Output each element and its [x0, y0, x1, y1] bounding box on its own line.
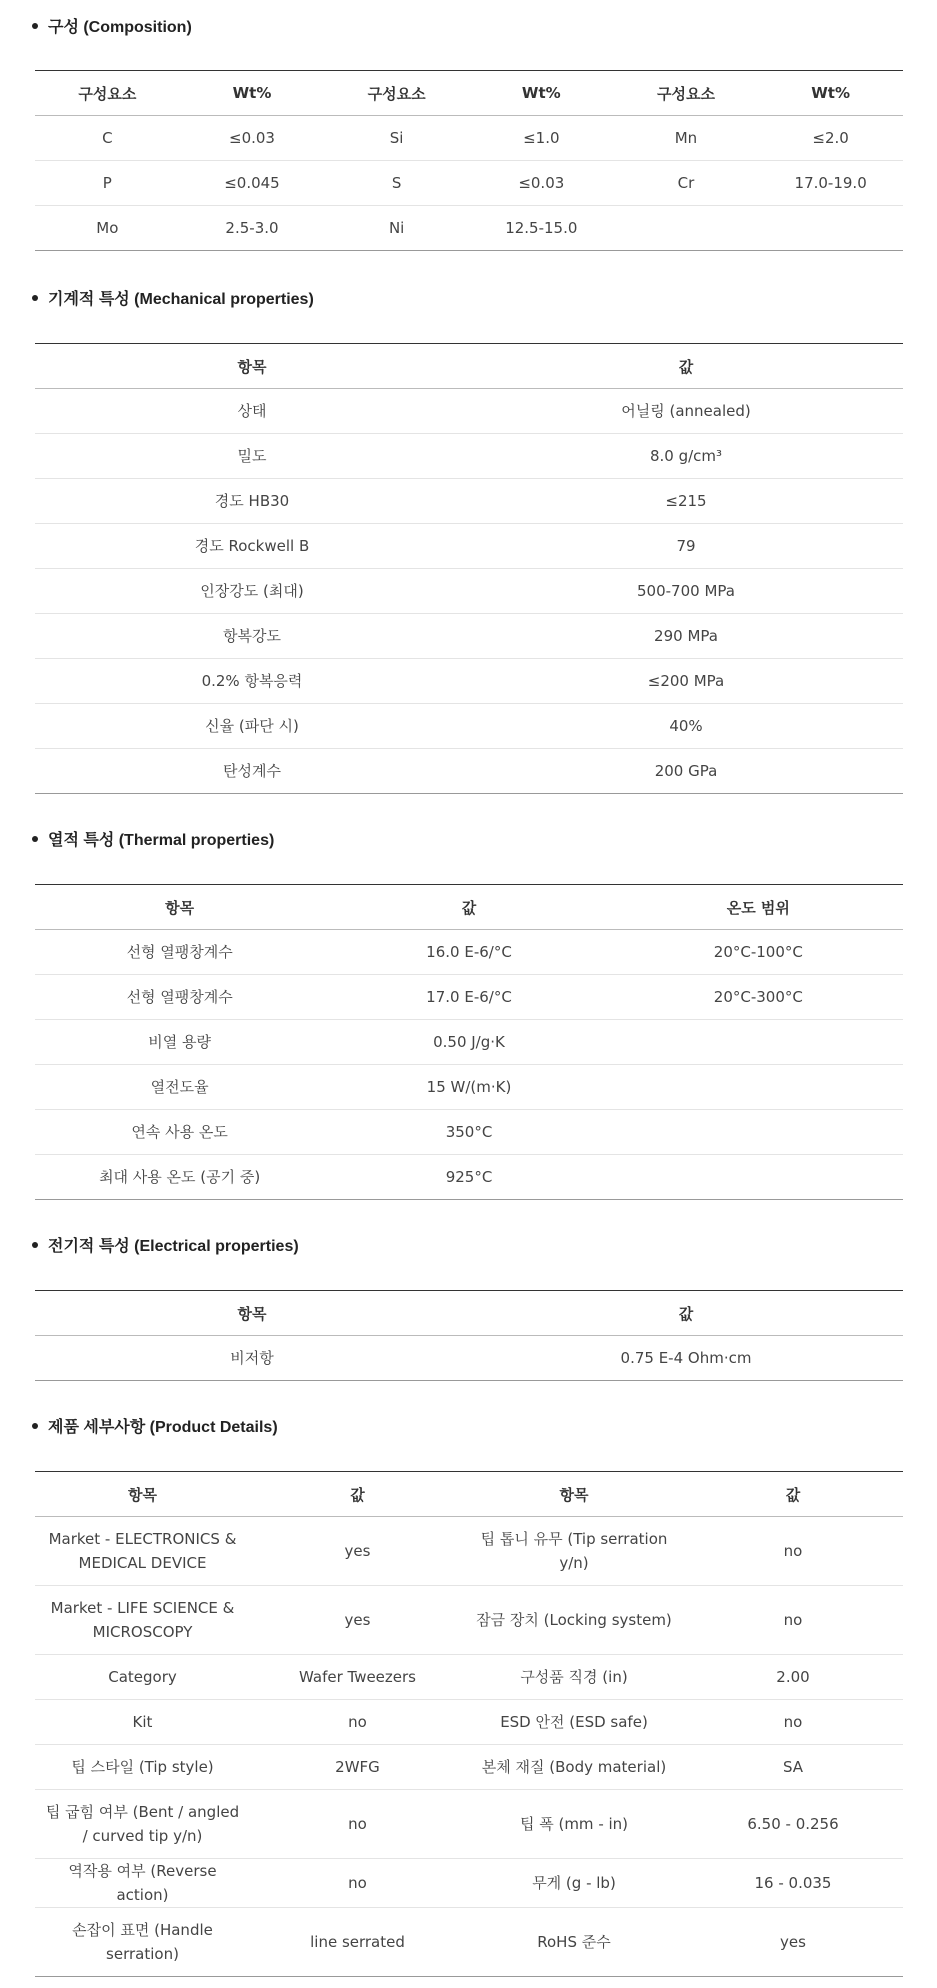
table-cell: 탄성계수 [223, 762, 281, 780]
table-cell: yes [344, 1611, 371, 1629]
table-cell: 선형 열팽창계수 [126, 943, 233, 961]
table-cell: line serrated [310, 1933, 405, 1951]
product-details-table [35, 1471, 903, 1977]
bullet-icon [32, 23, 38, 29]
table-cell: Mn [674, 129, 698, 147]
table-cell [614, 206, 759, 251]
column-header: 값 [785, 1485, 801, 1504]
section-title-mechanical: 기계적 특성 (Mechanical properties) [32, 286, 314, 309]
table-cell: ≤0.03 [229, 129, 275, 147]
table-cell: 비열 용량 [148, 1033, 212, 1051]
table-cell: 16 - 0.035 [754, 1874, 832, 1892]
column-header: 항목 [237, 357, 267, 376]
table-cell: 비저항 [230, 1349, 274, 1367]
table-cell: no [348, 1874, 367, 1892]
table-cell: 손잡이 표면 (Handle serration) [72, 1921, 213, 1963]
table-cell: 상태 [237, 402, 267, 420]
table-row [35, 614, 903, 659]
table-cell: 200 GPa [654, 762, 718, 780]
table-cell [614, 1110, 903, 1155]
bullet-icon [32, 295, 38, 301]
table-cell: 열전도율 [150, 1078, 209, 1096]
table-cell: Wafer Tweezers [299, 1668, 416, 1686]
table-row [35, 930, 903, 975]
table-cell: SA [782, 1758, 804, 1776]
table-cell: 밀도 [237, 447, 267, 465]
column-header: Wt% [521, 84, 561, 102]
column-header: 구성요소 [367, 84, 426, 103]
electrical-table [35, 1290, 903, 1381]
table-row [35, 479, 903, 524]
table-cell: 17.0 E-6/°C [426, 988, 512, 1006]
column-header: 구성요소 [656, 84, 715, 103]
table-cell: 어닐링 (annealed) [621, 402, 751, 420]
column-header: 값 [678, 1304, 694, 1323]
table-cell: 역작용 여부 (Reverse action) [68, 1862, 217, 1904]
table-cell: Market - ELECTRONICS & MEDICAL DEVICE [48, 1530, 237, 1572]
column-header: 구성요소 [78, 84, 137, 103]
table-row [35, 569, 903, 614]
section-title-product-details: 제품 세부사항 (Product Details) [32, 1414, 278, 1437]
table-cell: P [102, 174, 112, 192]
table-row [35, 389, 903, 434]
table-cell: 925°C [445, 1168, 493, 1186]
table-cell: Kit [132, 1713, 153, 1731]
table-row [35, 1020, 903, 1065]
table-cell: 잠금 장치 (Locking system) [476, 1611, 672, 1629]
table-cell: 2WFG [335, 1758, 380, 1776]
table-cell: 20°C-300°C [713, 988, 803, 1006]
table-cell: Cr [677, 174, 695, 192]
table-cell: yes [344, 1542, 371, 1560]
column-header: 항목 [128, 1485, 157, 1504]
table-cell: 연속 사용 온도 [131, 1123, 228, 1141]
table-cell: yes [780, 1933, 806, 1951]
table-cell: 0.2% 항복응력 [201, 672, 303, 690]
section-title-composition: 구성 (Composition) [32, 14, 192, 37]
table-row [35, 1110, 903, 1155]
table-cell: 팁 폭 (mm - in) [519, 1815, 629, 1833]
table-cell: 79 [676, 537, 696, 555]
table-row [35, 524, 903, 569]
table-row [35, 975, 903, 1020]
table-cell: 구성품 직경 (in) [520, 1668, 628, 1686]
table-cell: Market - LIFE SCIENCE & MICROSCOPY [50, 1599, 235, 1641]
column-header: 온도 범위 [726, 898, 790, 917]
table-cell: Ni [388, 219, 405, 237]
table-row [35, 1790, 903, 1859]
table-cell: Category [108, 1668, 177, 1686]
table-row [35, 1655, 903, 1700]
table-cell [758, 206, 903, 251]
table-row [35, 749, 903, 794]
column-header: 값 [678, 357, 694, 376]
bullet-icon [32, 1423, 38, 1429]
table-cell: 17.0-19.0 [794, 174, 867, 192]
table-cell: no [348, 1713, 367, 1731]
table-cell: RoHS 준수 [537, 1933, 611, 1951]
table-cell: 20°C-100°C [713, 943, 803, 961]
table-cell: no [783, 1542, 803, 1560]
table-cell: 6.50 - 0.256 [747, 1815, 839, 1833]
table-cell: 16.0 E-6/°C [426, 943, 512, 961]
table-cell: 무게 (g - lb) [532, 1874, 616, 1892]
table-cell: Mo [96, 219, 119, 237]
table-cell: 40% [669, 717, 703, 735]
section-title-thermal: 열적 특성 (Thermal properties) [32, 827, 274, 850]
column-header: Wt% [811, 84, 851, 102]
table-cell: 2.00 [776, 1668, 810, 1686]
table-row [35, 1700, 903, 1745]
table-row [35, 116, 903, 161]
table-row [35, 1745, 903, 1790]
column-header: 값 [461, 898, 477, 917]
table-row [35, 704, 903, 749]
section-title-electrical: 전기적 특성 (Electrical properties) [32, 1233, 299, 1256]
table-row [35, 659, 903, 704]
mechanical-table [35, 343, 903, 794]
column-header: 값 [350, 1485, 365, 1504]
table-cell: no [783, 1713, 803, 1731]
table-cell: 경도 Rockwell B [194, 537, 310, 555]
table-cell: 항복강도 [223, 627, 281, 645]
table-cell: 8.0 g/cm³ [649, 447, 723, 465]
table-row [35, 1517, 903, 1586]
table-cell: no [783, 1611, 803, 1629]
table-cell: 0.50 J/g·K [433, 1033, 505, 1051]
table-cell [614, 1020, 903, 1065]
table-cell: 최대 사용 온도 (공기 중) [99, 1168, 261, 1186]
table-cell [614, 1155, 903, 1200]
table-cell: 290 MPa [654, 627, 718, 645]
table-cell: 팁 스타일 (Tip style) [71, 1758, 214, 1776]
bullet-icon [32, 836, 38, 842]
table-cell: ≤1.0 [523, 129, 560, 147]
table-cell: S [391, 174, 402, 192]
table-header-row [35, 1291, 903, 1336]
table-cell: 경도 HB30 [214, 492, 290, 510]
table-cell: ≤215 [665, 492, 707, 510]
table-cell: 팁 톱니 유무 (Tip serration y/n) [480, 1530, 668, 1572]
table-cell: ≤0.03 [518, 174, 565, 192]
table-row [35, 1908, 903, 1977]
table-row [35, 1155, 903, 1200]
table-cell: 0.75 E-4 Ohm·cm [620, 1349, 752, 1367]
column-header: 항목 [237, 1304, 267, 1323]
table-cell [614, 1065, 903, 1110]
table-cell: 350°C [445, 1123, 493, 1141]
table-cell: ≤2.0 [812, 129, 849, 147]
table-cell: 팁 굽힘 여부 (Bent / angled / curved tip y/n) [45, 1803, 240, 1845]
table-header-row [35, 1472, 903, 1517]
table-cell: 신율 (파단 시) [205, 717, 299, 735]
table-header-row [35, 71, 903, 116]
table-row [35, 1586, 903, 1655]
column-header: 항목 [165, 898, 195, 917]
table-row [35, 206, 903, 251]
column-header: 항목 [559, 1485, 589, 1504]
bullet-icon [32, 1242, 38, 1248]
table-cell: 본체 재질 (Body material) [481, 1758, 667, 1776]
table-row [35, 1336, 903, 1381]
table-cell: ≤0.045 [224, 174, 280, 192]
table-cell: ≤200 MPa [647, 672, 725, 690]
table-cell: 12.5-15.0 [505, 219, 578, 237]
column-header: Wt% [232, 84, 272, 102]
table-cell: 선형 열팽창계수 [126, 988, 233, 1006]
table-row [35, 1065, 903, 1110]
table-cell: 15 W/(m·K) [426, 1078, 512, 1096]
table-cell: ESD 안전 (ESD safe) [500, 1713, 648, 1731]
table-cell: Si [389, 129, 404, 147]
table-cell: 2.5-3.0 [225, 219, 279, 237]
table-header-row [35, 344, 903, 389]
table-row [35, 434, 903, 479]
table-row [35, 1859, 903, 1908]
composition-table [35, 70, 903, 251]
table-cell: C [102, 129, 113, 147]
thermal-table [35, 884, 903, 1200]
table-cell: 인장강도 (최대) [200, 582, 304, 600]
table-row [35, 161, 903, 206]
table-cell: 500-700 MPa [637, 582, 735, 600]
table-header-row [35, 885, 903, 930]
table-cell: no [348, 1815, 367, 1833]
